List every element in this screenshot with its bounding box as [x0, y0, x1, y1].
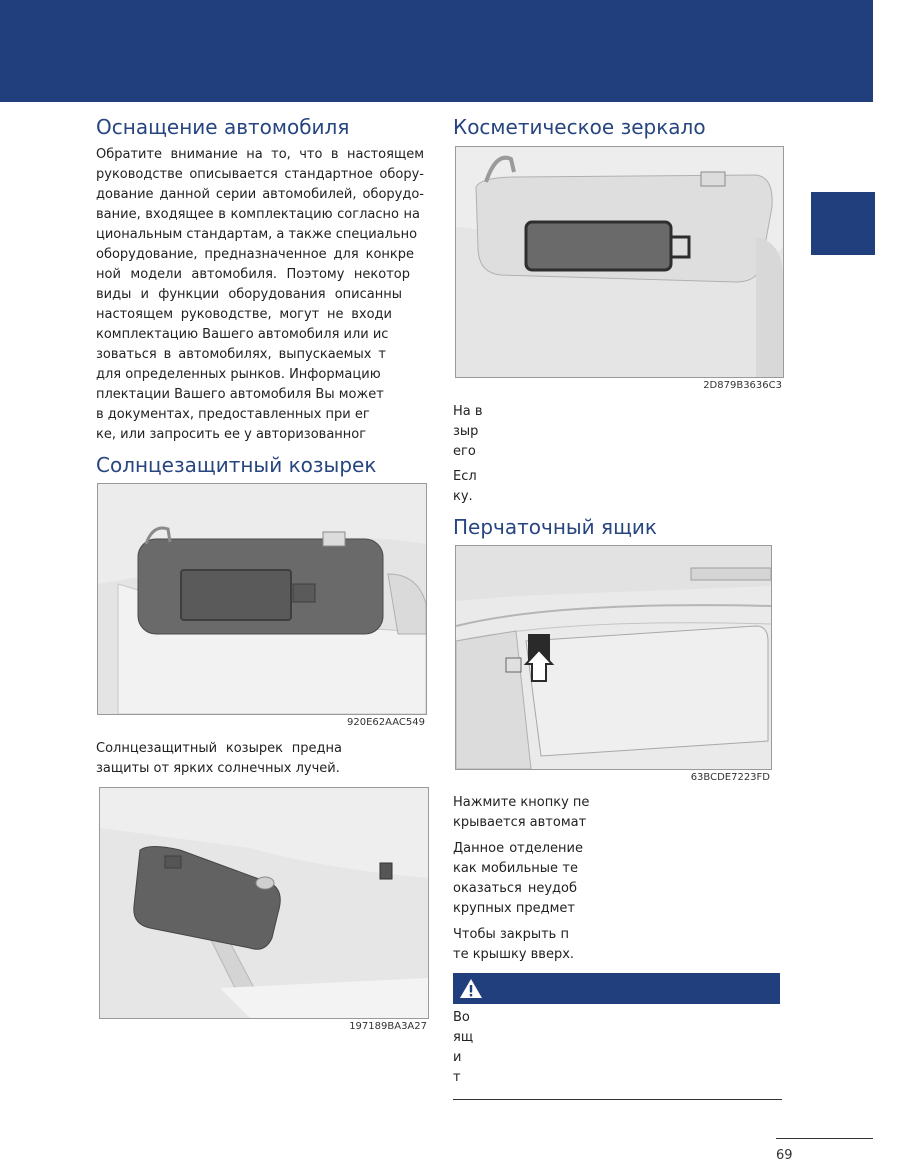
text-line: защиты от ярких солнечных лучей. — [96, 761, 340, 776]
page-number: 69 — [776, 1148, 793, 1163]
text-line: Во — [453, 1010, 470, 1025]
equipment-text — [96, 145, 424, 445]
text-line: На в — [453, 404, 483, 419]
text-line: ящ — [453, 1030, 474, 1045]
warning-triangle-icon — [459, 978, 483, 999]
text-line: в документах, предоставленных при ег — [96, 407, 370, 422]
text-line: крупных предмет — [453, 901, 576, 916]
text-line: зыр — [453, 424, 479, 439]
footer-rule — [776, 1138, 873, 1139]
section-title-glovebox: Перчаточный ящик — [453, 515, 657, 539]
figure-code: 2D879B3636C3 — [703, 380, 782, 391]
glovebox-text-1 — [453, 793, 589, 833]
text-line: дование данной серии автомобилей, оборудо- — [96, 187, 424, 202]
sunvisor-text — [96, 739, 342, 779]
text-line: ку. — [453, 489, 473, 504]
mirror-text-1 — [453, 402, 483, 462]
header-band — [0, 0, 873, 102]
chapter-tab — [811, 192, 875, 255]
mirror-text-2 — [453, 467, 477, 507]
text-line: Чтобы закрыть п — [453, 927, 569, 942]
figure-code: 63BCDE7223FD — [690, 772, 770, 783]
text-line: циональным стандартам, а также специально — [96, 227, 418, 242]
vanity-mirror-figure — [455, 146, 784, 378]
text-line: его — [453, 444, 476, 459]
text-line: оборудование, предназначенное для конкре — [96, 247, 414, 262]
section-title-mirror: Косметическое зеркало — [453, 115, 706, 139]
glovebox-figure — [455, 545, 772, 770]
text-line: Нажмите кнопку пе — [453, 795, 590, 810]
text-line: для определенных рынков. Информацию — [96, 367, 381, 382]
text-line: ке, или запросить ее у авторизованног — [96, 427, 367, 442]
text-line: как мобильные те — [453, 861, 578, 876]
text-line: настоящем руководстве, могут не входи — [96, 307, 392, 322]
section-title-equipment: Оснащение автомобиля — [96, 115, 350, 139]
text-line: Данное отделение — [453, 841, 583, 856]
glovebox-text-3 — [453, 925, 574, 965]
warning-header — [453, 973, 780, 1004]
text-line: руководстве описывается стандартное обору- — [96, 167, 424, 182]
glovebox-text-2 — [453, 839, 583, 919]
text-line: ной модели автомобиля. Поэтому некотор — [96, 267, 410, 282]
text-line: вание, входящее в комплектацию согласно на — [96, 207, 420, 222]
text-line: виды и функции оборудования описанны — [96, 287, 402, 302]
warning-text — [453, 1008, 473, 1088]
sunvisor-side-figure — [99, 787, 429, 1019]
text-line: зоваться в автомобилях, выпускаемых т — [96, 347, 386, 362]
text-line: Обратите внимание на то, что в настоящем — [96, 147, 424, 162]
section-title-sunvisor: Солнцезащитный козырек — [96, 453, 377, 477]
sunvisor-figure — [97, 483, 427, 715]
text-line: Солнцезащитный козырек предна — [96, 741, 342, 756]
text-line: т — [453, 1070, 461, 1085]
text-line: и — [453, 1050, 462, 1065]
text-line: плектации Вашего автомобиля Вы может — [96, 387, 384, 402]
figure-code: 197189BA3A27 — [349, 1021, 427, 1032]
text-line: крывается автомат — [453, 815, 587, 830]
text-line: комплектацию Вашего автомобиля или ис — [96, 327, 389, 342]
figure-code: 920E62AAC549 — [347, 717, 425, 728]
text-line: Есл — [453, 469, 477, 484]
warning-end-rule — [453, 1099, 782, 1100]
text-line: оказаться неудоб — [453, 881, 577, 896]
text-line: те крышку вверх. — [453, 947, 575, 962]
